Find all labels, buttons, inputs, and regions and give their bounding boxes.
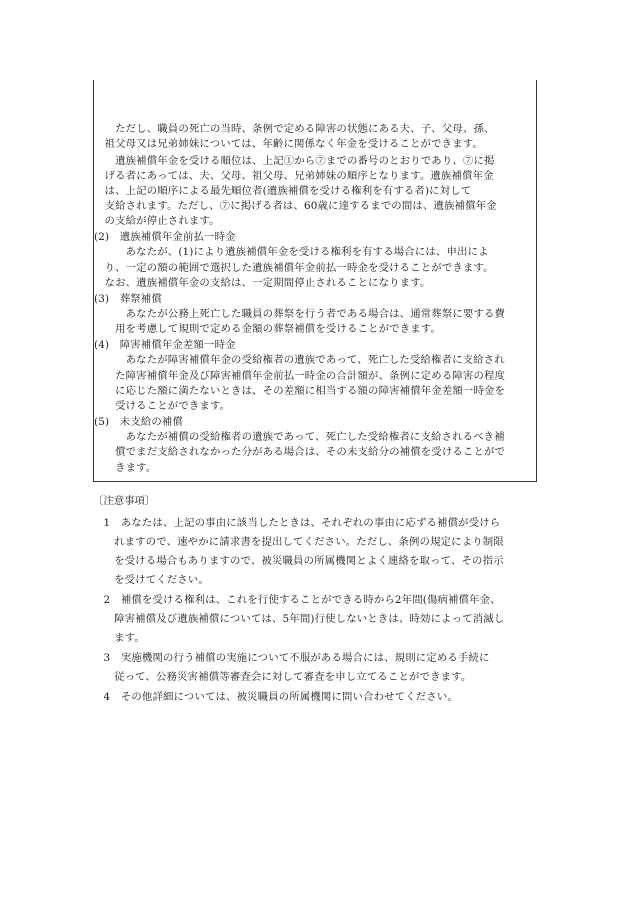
section-heading-5: (5) 未支給の補償 [94, 416, 183, 428]
note-1-line: を受ける場合もありますので、被災職員の所属機関とよく連絡を取って、その指示 [93, 555, 504, 567]
text-line: 祖父母又は兄弟姉妹については、年齢に関係なく年金を受けることができます。 [94, 138, 483, 150]
section-heading-4: (4) 障害補償年金差額一時金 [94, 339, 236, 351]
note-4-line: 4 その他詳細については、被災職員の所属機関に問い合わせてください。 [93, 691, 458, 703]
text-line: の支給が停止されます。 [94, 215, 220, 227]
text-line: げる者にあっては、夫、父母、祖父母、兄弟姉妹の順序となります。遺族補償年金 [94, 170, 494, 182]
text-line: あなたが公務上死亡した職員の葬祭を行う者である場合は、通常葬祭に要する費 [94, 308, 506, 320]
notes-section [93, 510, 553, 710]
note-2-line: ます。 [93, 632, 145, 644]
text-line: に応じた額に満たないときは、その差額に相当する額の障害補償年金差額一時金を [94, 385, 506, 397]
note-1-line: れますので、速やかに請求書を提出してください。ただし、条例の規定により制限 [93, 536, 504, 548]
text-line: た障害補償年金及び障害補償年金前払一時金の合計額が、条例に定める障害の程度 [94, 370, 506, 382]
text-line: なお、遺族補償年金の支給は、一定期間停止されることになります。 [94, 277, 431, 289]
text-line: あなたが障害補償年金の受給権者の遺族であって、死亡した受給権者に支給され [94, 354, 505, 366]
notes-title: 〔注意事項〕 [93, 495, 156, 507]
text-line: きます。 [94, 462, 157, 474]
text-line: 遺族補償年金を受ける順位は、上記①から⑦までの番号のとおりであり、⑦に掲 [94, 155, 495, 167]
text-line: り、一定の額の範囲で選択した遺族補償年金前払一時金を受けることができます。 [94, 262, 494, 274]
note-3-line: 3 実施機関の行う補償の実施について不服がある場合には、規則に定める手続に [93, 652, 490, 664]
compensation-details-box [93, 80, 537, 482]
text-line: 受けることができます。 [94, 400, 231, 412]
text-line: ただし、職員の死亡の当時、条例で定める障害の状態にある夫、子、父母、孫、 [94, 123, 495, 135]
note-1-line: を受けてください。 [93, 574, 209, 586]
note-2-line: 障害補償及び遺族補償については、5年間)行使しないときは、時効によって消滅し [93, 613, 505, 625]
text-line: あなたが補償の受給権者の遺族であって、死亡した受給権者に支給されるべき補 [94, 431, 505, 443]
text-line: あなたが、(1)により遺族補償年金を受ける権利を有する場合には、申出によ [94, 246, 489, 258]
text-line: は、上記の順序による最先順位者(遺族補償を受ける権利を有する者)に対して [94, 185, 472, 197]
section-heading-2: (2) 遺族補償年金前払一時金 [94, 231, 236, 243]
text-line: 支給されます。ただし、⑦に掲げる者は、60歳に達するまでの間は、遺族補償年金 [94, 200, 497, 212]
text-line: 償でまだ支給されなかった分がある場合は、その未支給分の補償を受けることがで [94, 446, 506, 458]
note-1-line: 1 あなたは、上記の事由に該当したときは、それぞれの事由に応ずる補償が受けら [93, 517, 501, 529]
section-heading-3: (3) 葬祭補償 [94, 293, 162, 305]
note-2-line: 2 補償を受ける権利は、これを行使することができる時から2年間(傷病補償年金、 [93, 594, 501, 606]
note-3-line: 従って、公務災害補償等審査会に対して審査を申し立てることができます。 [93, 671, 472, 683]
text-line: 用を考慮して規則で定める金額の葬祭補償を受けることができます。 [94, 323, 442, 335]
